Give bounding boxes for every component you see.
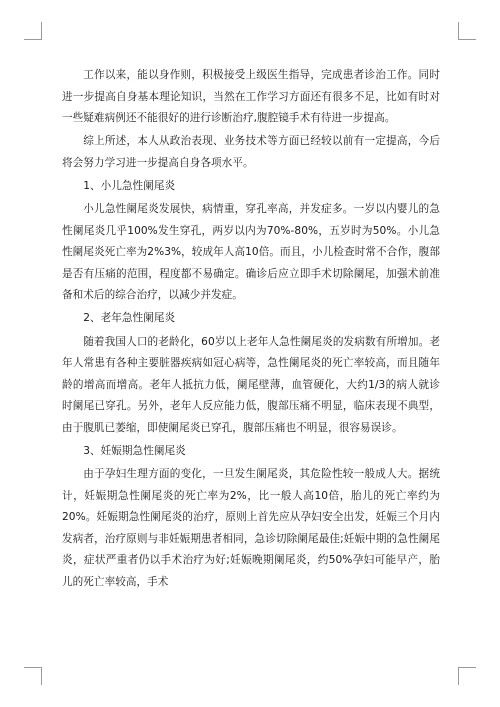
crop-mark-top-left-horizontal (24, 39, 42, 40)
crop-mark-bottom-left-horizontal (24, 667, 42, 668)
section-heading-pregnancy-appendicitis: 3、妊娠期急性阑尾炎 (83, 444, 186, 457)
paragraph-work-summary: 工作以来，能以身作则，积极接受上级医生指导，完成患者诊治工作。同时进一步提高自身基本理论知识，当然在工作学习方面还有很多不足，比如有时对一些疑难病例还不能很好的进行诊断治疗,腹腔镜手术有待进一步提高。 (62, 69, 440, 124)
crop-mark-bottom-right-vertical (458, 667, 459, 685)
paragraph-conclusion: 综上所述，本人从政治表现、业务技术等方面已经较以前有一定提高，今后将会努力学习进一步提高自身各项水平。 (62, 135, 440, 169)
crop-mark-bottom-right-horizontal (458, 667, 476, 668)
section-heading-pediatric-appendicitis: 1、小儿急性阑尾炎 (83, 179, 176, 192)
paragraph-pediatric-appendicitis: 小儿急性阑尾炎发展快，病情重，穿孔率高，并发症多。一岁以内婴儿的急性阑尾炎几乎100%发生穿孔，两岁以内为70%-80%，五岁时为50%。小儿急性阑尾炎死亡率为2%3%，较成年人高10倍。而且，小儿检查时常不合作，腹部是否有压痛的范围，程度都不易确定。确诊后应立即手术切除阑尾，加强术前准备和术后的综合治疗，以减少并发症。 (62, 203, 440, 302)
crop-mark-bottom-left-vertical (41, 667, 42, 685)
crop-mark-top-left-vertical (41, 22, 42, 40)
crop-mark-top-right-vertical (458, 22, 459, 40)
paragraph-elderly-appendicitis: 随着我国人口的老龄化，60岁以上老年人急性阑尾炎的发病数有所增加。老年人常患有各种主要脏器疾病如冠心病等，急性阑尾炎的死亡率较高，而且随年龄的增高而增高。老年人抵抗力低，阑尾壁薄，血管硬化，大约1/3的病人就诊时阑尾已穿孔。另外，老年人反应能力低，腹部压痛不明显，临床表现不典型，由于腹肌已萎缩，即使阑尾炎已穿孔，腹部压痛也不明显，很容易误诊。 (62, 335, 440, 434)
section-heading-elderly-appendicitis: 2、老年急性阑尾炎 (83, 312, 176, 325)
crop-mark-top-right-horizontal (458, 39, 476, 40)
document-body (62, 65, 440, 595)
paragraph-pregnancy-appendicitis: 由于孕妇生理方面的变化，一旦发生阑尾炎，其危险性较一般成人大。据统计，妊娠期急性阑尾炎的死亡率为2%，比一般人高10倍，胎儿的死亡率约为20%。妊娠期急性阑尾炎的治疗，原则上首先应从孕妇安全出发，妊娠三个月内发病者，治疗原则与非妊娠期患者相同，急诊切除阑尾最佳;妊娠中期的急性阑尾炎，症状严重者仍以手术治疗为好;妊娠晚期阑尾炎，约50%孕妇可能早产，胎儿的死亡率较高，手术 (62, 468, 440, 588)
